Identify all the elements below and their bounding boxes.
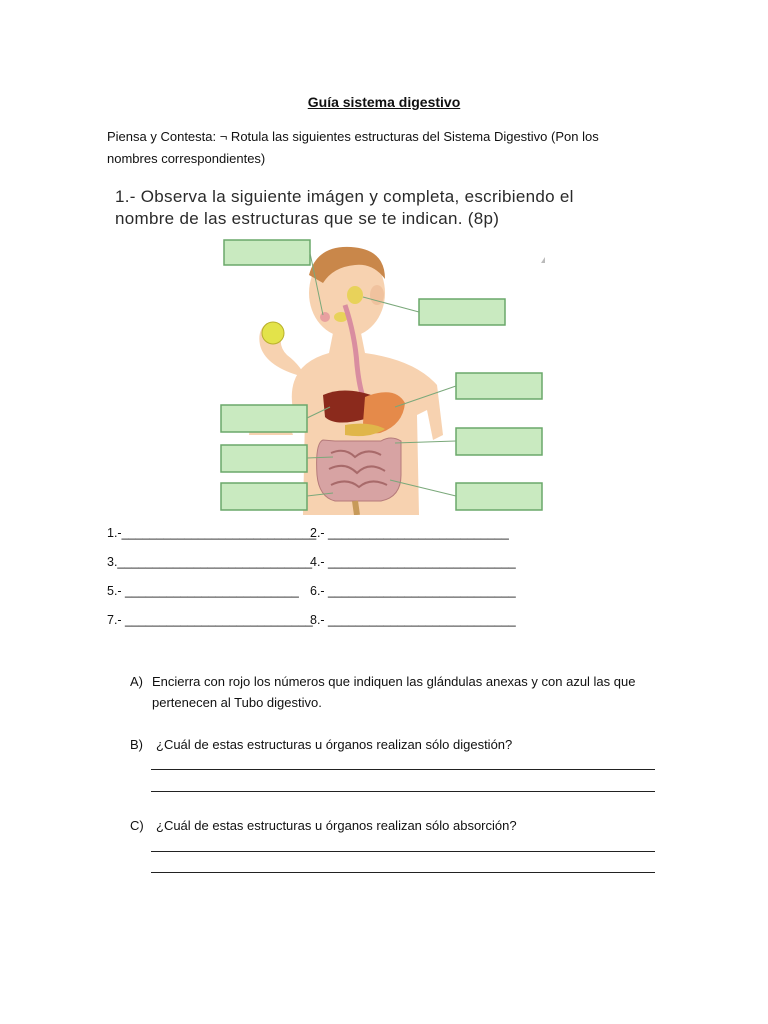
label-box-4 <box>221 405 307 432</box>
answer-line-c1[interactable] <box>151 851 655 852</box>
question-a <box>130 671 660 715</box>
answer-row <box>107 584 527 613</box>
answer-line-b1[interactable] <box>151 769 655 770</box>
answer-2[interactable]: 2.- __________________________ <box>310 526 509 540</box>
label-box-2 <box>419 299 505 325</box>
digestive-system-figure <box>205 235 555 515</box>
question-c-text: ¿Cuál de estas estructuras u órganos realizan sólo absorción? <box>156 818 517 833</box>
label-box-6 <box>221 445 307 472</box>
exercise-line-1: 1.- Observa la siguiente imágen y completa, escribiendo el <box>115 187 574 206</box>
answer-line-b2[interactable] <box>151 791 655 792</box>
label-box-7 <box>456 483 542 510</box>
answer-lines <box>107 526 527 642</box>
answer-6[interactable]: 6.- ___________________________ <box>310 584 516 598</box>
exercise-statement <box>115 186 655 230</box>
question-b <box>130 734 660 756</box>
label-box-5 <box>456 428 542 455</box>
answer-row <box>107 526 527 555</box>
instructions: Piensa y Contesta: ¬ Rotula las siguientes estructuras del Sistema Digestivo (Pon los nombres correspondientes) <box>107 129 599 166</box>
label-box-3 <box>456 373 542 399</box>
answer-5[interactable]: 5.- _________________________ <box>107 584 299 598</box>
question-a-letter: A) <box>130 674 143 689</box>
question-c <box>130 815 660 837</box>
question-b-text: ¿Cuál de estas estructuras u órganos realizan sólo digestión? <box>156 737 513 752</box>
question-a-text: Encierra con rojo los números que indiquen las glándulas anexas y con azul las que pertenecen al Tubo digestivo. <box>152 674 636 710</box>
answer-line-c2[interactable] <box>151 872 655 873</box>
answer-row <box>107 555 527 584</box>
answer-7[interactable]: 7.- ___________________________ <box>107 613 313 627</box>
child-body-illustration <box>249 247 443 515</box>
label-box-1 <box>224 240 310 265</box>
question-c-letter: C) <box>130 818 144 833</box>
answer-8[interactable]: 8.- ___________________________ <box>310 613 516 627</box>
page-title: Guía sistema digestivo <box>307 94 461 110</box>
exercise-line-2: nombre de las estructuras que se te indican. (8p) <box>115 209 500 228</box>
answer-row <box>107 613 527 642</box>
question-b-letter: B) <box>130 737 143 752</box>
answer-3[interactable]: 3.____________________________ <box>107 555 313 569</box>
label-box-8 <box>221 483 307 510</box>
answer-1[interactable]: 1.-____________________________ <box>107 526 317 540</box>
answer-4[interactable]: 4.- ___________________________ <box>310 555 516 569</box>
